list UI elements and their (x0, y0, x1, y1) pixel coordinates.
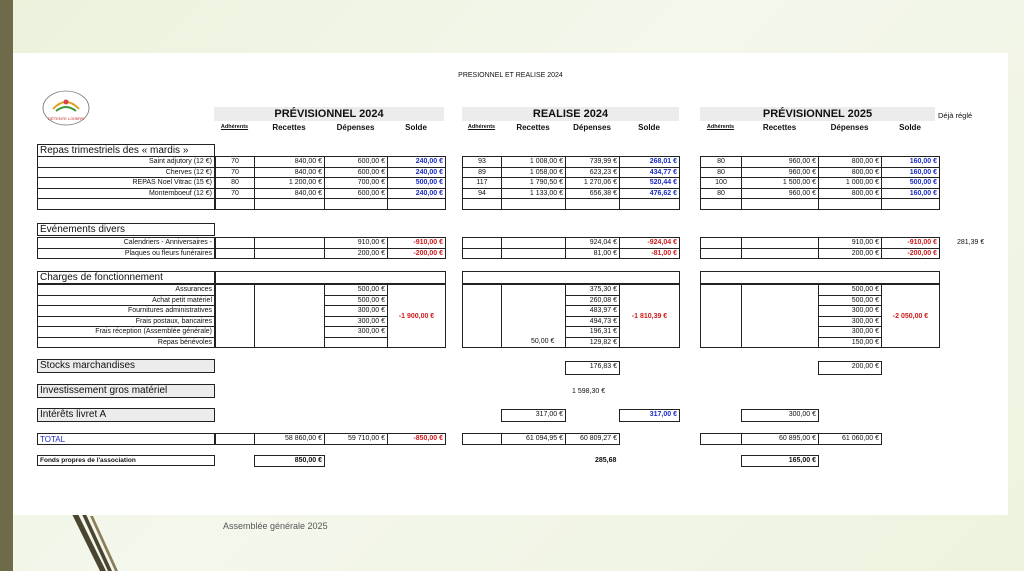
blank-cell (215, 198, 255, 210)
depenses-cell: 200,00 € (324, 248, 388, 260)
depenses-cell: 1 000,00 € (818, 177, 882, 189)
solde-cell: 520,44 € (619, 177, 680, 189)
depenses-cell: 600,00 € (324, 167, 388, 179)
solde-cell: -200,00 € (881, 248, 940, 260)
solde-cell: 240,00 € (387, 167, 446, 179)
mardis-row-label: Saint adjutory (12 €) (37, 156, 215, 168)
recettes-cell: 840,00 € (254, 188, 325, 200)
adherents-cell: 70 (215, 167, 255, 179)
blank-cell (501, 248, 566, 260)
recettes-cell: 1 500,00 € (741, 177, 819, 189)
mardis-row-label: Cherves (12 €) (37, 167, 215, 179)
solde-cell: -200,00 € (387, 248, 446, 260)
interets-r24-solde: 317,00 € (619, 409, 680, 422)
blank-cell (818, 198, 882, 210)
col-adh-p24: Adhérents (220, 124, 249, 130)
col-adh-r24: Adhérents (467, 124, 496, 130)
depenses-cell: 129,82 € (565, 337, 620, 349)
col-rec-p24: Recettes (272, 123, 306, 132)
blank-cell (462, 433, 502, 445)
adherents-cell: 80 (700, 156, 742, 168)
charge-row-label: Assurances (37, 284, 215, 296)
category-total: TOTAL (37, 433, 215, 445)
adherents-cell: 80 (215, 177, 255, 189)
depenses-cell: 300,00 € (324, 316, 388, 328)
adherents-cell: 93 (462, 156, 502, 168)
depenses-cell: 910,00 € (818, 237, 882, 249)
blank-cell (462, 198, 502, 210)
charges-solde-value: -1 810,39 € (631, 312, 668, 320)
solde-cell: 434,77 € (619, 167, 680, 179)
invest-r24: 1 598,30 € (572, 388, 606, 395)
fonds-p24: 850,00 € (254, 455, 325, 467)
header-previsionnel-2024: PRÉVISIONNEL 2024 (214, 107, 444, 121)
decorative-stripes (60, 510, 120, 571)
deja-regle-label: Déjà réglé (938, 111, 973, 120)
svg-text:DÉTENTE LOISIRS: DÉTENTE LOISIRS (48, 116, 84, 121)
blank-cell (565, 198, 620, 210)
depenses-cell: 300,00 € (324, 326, 388, 338)
total-recettes: 61 094,95 € (501, 433, 566, 445)
solde-cell: 240,00 € (387, 188, 446, 200)
blank-cell (387, 198, 446, 210)
depenses-cell: 196,31 € (565, 326, 620, 338)
depenses-cell: 300,00 € (324, 305, 388, 317)
category-charges: Charges de fonctionnement (37, 271, 215, 284)
recettes-cell: 960,00 € (741, 188, 819, 200)
category-interets: Intérêts livret A (37, 408, 215, 422)
charges-solde-cell (881, 284, 940, 348)
deja-regle-value: 281,39 € (957, 239, 985, 246)
depenses-cell: 623,23 € (565, 167, 620, 179)
adherents-column-box (462, 284, 502, 348)
depenses-cell: 800,00 € (818, 167, 882, 179)
depenses-cell: 600,00 € (324, 188, 388, 200)
adherents-cell: 70 (215, 156, 255, 168)
header-realise-2024: REALISE 2024 (462, 107, 679, 121)
adherents-column-box (215, 284, 255, 348)
solde-cell: 268,01 € (619, 156, 680, 168)
solde-cell: 500,00 € (387, 177, 446, 189)
charges-section-top (215, 271, 446, 284)
charge-row-label: Fournitures administratives (37, 305, 215, 317)
depenses-cell: 300,00 € (818, 326, 882, 338)
recettes-cell: 1 008,00 € (501, 156, 566, 168)
category-fonds: Fonds propres de l'association (37, 455, 215, 466)
blank-cell (619, 198, 680, 210)
col-adh-p25: Adhérents (706, 124, 735, 130)
depenses-cell: 800,00 € (818, 188, 882, 200)
charges-solde-value: -2 050,00 € (892, 312, 929, 320)
solde-cell: -81,00 € (619, 248, 680, 260)
recettes-column-box (254, 284, 325, 348)
adherents-column-box (700, 284, 742, 348)
recettes-cell: 1 200,00 € (254, 177, 325, 189)
depenses-cell: 910,00 € (324, 237, 388, 249)
interets-r24-recettes: 317,00 € (501, 409, 566, 422)
charge-row-label: Frais postaux, bancaires (37, 316, 215, 328)
blank-cell (254, 198, 325, 210)
header-previsionnel-2025: PRÉVISIONNEL 2025 (700, 107, 935, 121)
depenses-cell: 260,08 € (565, 295, 620, 307)
adherents-cell: 89 (462, 167, 502, 179)
total-recettes: 58 860,00 € (254, 433, 325, 445)
col-dep-r24: Dépenses (573, 123, 611, 132)
solde-cell: -924,04 € (619, 237, 680, 249)
total-depenses: 61 060,00 € (818, 433, 882, 445)
total-recettes: 60 895,00 € (741, 433, 819, 445)
fonds-r24: 285,68 (595, 457, 617, 464)
charges-solde-cell (387, 284, 446, 348)
blank-cell (700, 198, 742, 210)
charges-section-top (700, 271, 940, 284)
fonds-p25: 165,00 € (741, 455, 819, 467)
recettes-cell: 840,00 € (254, 156, 325, 168)
adherents-cell: 117 (462, 177, 502, 189)
adherents-cell: 80 (700, 167, 742, 179)
blank-cell (741, 198, 819, 210)
evenement-row-label: Plaques ou fleurs funéraires (37, 248, 215, 260)
depenses-cell (324, 337, 388, 349)
col-dep-p25: Dépenses (830, 123, 869, 132)
col-dep-p24: Dépenses (336, 123, 375, 132)
recettes-cell: 1 133,00 € (501, 188, 566, 200)
blank-cell (741, 248, 819, 260)
total-solde: -850,00 € (387, 433, 446, 445)
category-stocks: Stocks marchandises (37, 359, 215, 373)
charge-row-label: Frais réception (Assemblée générale) (37, 326, 215, 338)
depenses-cell: 300,00 € (818, 305, 882, 317)
charge-row-label: Achat petit matériel (37, 295, 215, 307)
col-solde-p25: Solde (899, 123, 921, 132)
total-depenses: 60 809,27 € (565, 433, 620, 445)
depenses-cell: 800,00 € (818, 156, 882, 168)
depenses-cell: 494,73 € (565, 316, 620, 328)
association-logo (41, 89, 91, 127)
col-rec-r24: Recettes (516, 123, 550, 132)
col-solde-p24: Solde (405, 123, 427, 132)
category-invest: Investissement gros matériel (37, 384, 215, 398)
recettes-cell: 840,00 € (254, 167, 325, 179)
depenses-cell: 500,00 € (324, 284, 388, 296)
blank-cell (700, 433, 742, 445)
depenses-cell: 924,04 € (565, 237, 620, 249)
blank-cell (254, 248, 325, 260)
depenses-cell: 81,00 € (565, 248, 620, 260)
charges-section-top (462, 271, 680, 284)
depenses-cell: 150,00 € (818, 337, 882, 349)
depenses-cell: 500,00 € (818, 284, 882, 296)
adherents-cell: 100 (700, 177, 742, 189)
stocks-r24: 176,83 € (565, 361, 620, 375)
depenses-cell: 1 270,06 € (565, 177, 620, 189)
evenement-row-label: Calendriers - Anniversaires - (37, 237, 215, 249)
charge-row-label: Repas bénévoles (37, 337, 215, 349)
repas-benevoles-recettes: 50,00 € (531, 337, 555, 345)
depenses-cell: 700,00 € (324, 177, 388, 189)
depenses-cell: 200,00 € (818, 248, 882, 260)
left-accent-bar (0, 0, 13, 571)
recettes-cell: 960,00 € (741, 167, 819, 179)
adherents-cell: 70 (215, 188, 255, 200)
depenses-cell: 739,99 € (565, 156, 620, 168)
category-mardis: Repas trimestriels des « mardis » (37, 144, 215, 157)
charges-solde-value: -1 900,00 € (398, 312, 435, 320)
solde-cell: -910,00 € (881, 237, 940, 249)
solde-cell: 160,00 € (881, 167, 940, 179)
document-title: PRESIONNEL ET REALISE 2024 (458, 72, 563, 79)
depenses-cell: 500,00 € (324, 295, 388, 307)
blank-cell (881, 198, 940, 210)
solde-cell: 500,00 € (881, 177, 940, 189)
recettes-cell: 960,00 € (741, 156, 819, 168)
blank-cell (215, 248, 255, 260)
depenses-cell: 500,00 € (818, 295, 882, 307)
slide-sheet (13, 53, 1008, 515)
blank-cell (501, 198, 566, 210)
total-depenses: 59 710,00 € (324, 433, 388, 445)
mardis-row-label: REPAS Noel Vitrac (15 €) (37, 177, 215, 189)
footer-text: Assemblée générale 2025 (223, 521, 328, 531)
adherents-cell: 80 (700, 188, 742, 200)
recettes-cell: 1 058,00 € (501, 167, 566, 179)
solde-cell: 476,62 € (619, 188, 680, 200)
blank-cell (324, 198, 388, 210)
mardis-row-label: Montemboeuf (12 €) (37, 188, 215, 200)
blank-cell (462, 248, 502, 260)
interets-p25-recettes: 300,00 € (741, 409, 819, 422)
blank-cell (700, 248, 742, 260)
solde-cell: 160,00 € (881, 188, 940, 200)
solde-cell: 160,00 € (881, 156, 940, 168)
depenses-cell: 483,97 € (565, 305, 620, 317)
depenses-cell: 375,30 € (565, 284, 620, 296)
stocks-p25: 200,00 € (818, 361, 882, 375)
adherents-cell: 94 (462, 188, 502, 200)
depenses-cell: 300,00 € (818, 316, 882, 328)
mardis-blank-row (37, 198, 215, 210)
depenses-cell: 656,38 € (565, 188, 620, 200)
recettes-column-box (741, 284, 819, 348)
category-evenements: Événements divers (37, 223, 215, 236)
charges-solde-cell (619, 284, 680, 348)
col-rec-p25: Recettes (762, 123, 797, 132)
blank-cell (215, 433, 255, 445)
depenses-cell: 600,00 € (324, 156, 388, 168)
solde-cell: 240,00 € (387, 156, 446, 168)
solde-cell: -910,00 € (387, 237, 446, 249)
recettes-cell: 1 790,50 € (501, 177, 566, 189)
col-solde-r24: Solde (638, 123, 660, 132)
